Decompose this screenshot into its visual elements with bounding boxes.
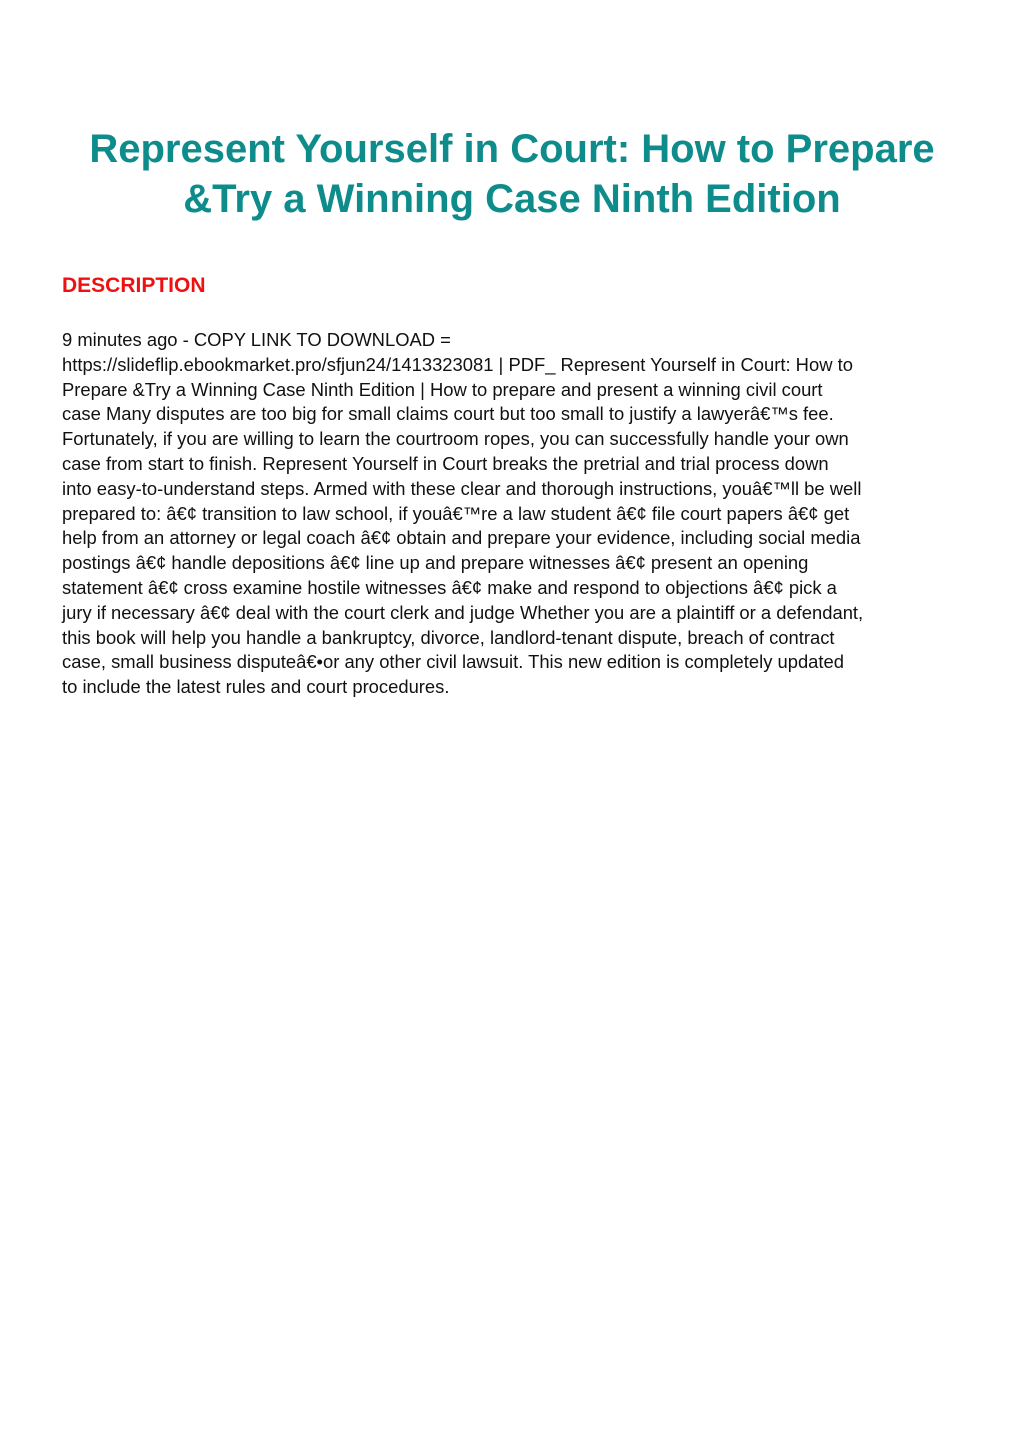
description-line: postings â€¢ handle depositions â€¢ line up and prepare witnesses â€¢ present an opening [62, 552, 809, 574]
description-line: jury if necessary â€¢ deal with the court clerk and judge Whether you are a plaintiff or a defendant, [62, 601, 864, 623]
description-line: into easy-to-understand steps. Armed with these clear and thorough instructions, youâ€™ll be well [62, 477, 862, 499]
description-line: prepared to: â€¢ transition to law school, if youâ€™re a law student â€¢ file court papers â€¢ get [62, 502, 850, 524]
description-line: case Many disputes are too big for small claims court but too small to justify a lawyerâ€™s fee. [62, 403, 834, 425]
document-title [40, 124, 984, 224]
description-line: statement â€¢ cross examine hostile witnesses â€¢ make and respond to objections â€¢ pick a [62, 576, 837, 598]
title-line-1: Represent Yourself in Court: How to Prepare [89, 127, 935, 171]
description-line: to include the latest rules and court procedures. [62, 676, 450, 698]
description-line: 9 minutes ago - COPY LINK TO DOWNLOAD = [62, 329, 451, 350]
description-line: this book will help you handle a bankruptcy, divorce, landlord-tenant dispute, breach of contract [62, 626, 835, 648]
description-heading: DESCRIPTION [62, 274, 206, 297]
description-line: case from start to finish. Represent Yourself in Court breaks the pretrial and trial process down [62, 452, 829, 474]
title-line-2: &Try a Winning Case Ninth Edition [183, 177, 841, 221]
description-line: Fortunately, if you are willing to learn the courtroom ropes, you can successfully handle your own [62, 428, 849, 450]
description-line: Prepare &Try a Winning Case Ninth Edition | How to prepare and present a winning civil court [62, 378, 823, 400]
description-body [62, 328, 972, 700]
description-line: help from an attorney or legal coach â€¢ obtain and prepare your evidence, including social media [62, 527, 861, 549]
description-line: https://slideflip.ebookmarket.pro/sfjun24/1413323081 | PDF_ Represent Yourself in Court: How to [62, 353, 853, 375]
description-line: case, small business disputeâ€•or any other civil lawsuit. This new edition is completely updated [62, 651, 844, 673]
